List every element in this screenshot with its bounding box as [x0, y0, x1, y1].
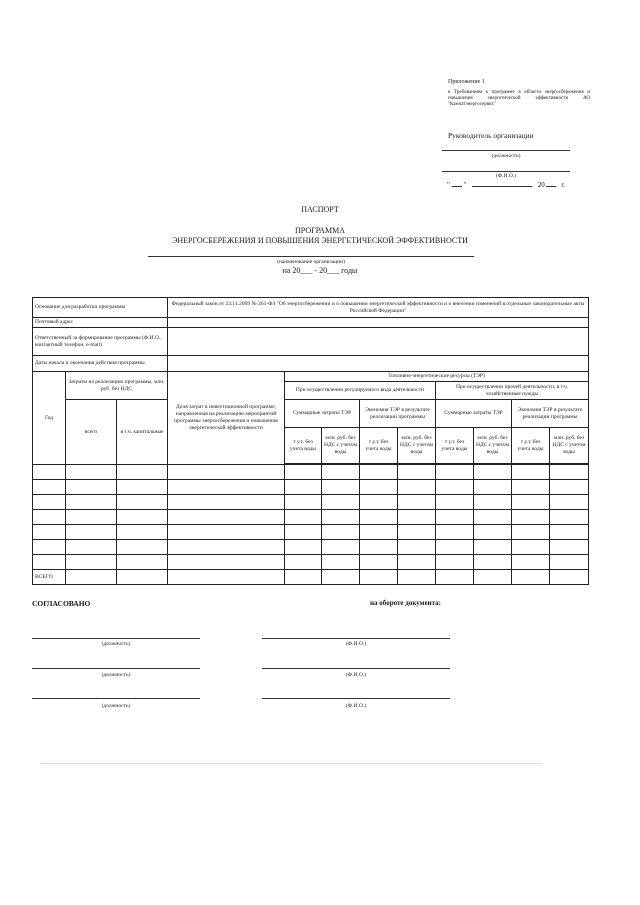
date-year-prefix: 20 — [537, 181, 545, 189]
info-label: Даты начала и окончания действия программы — [33, 356, 168, 372]
col-mln-header: млн. руб. без НДС с учетом воды — [474, 428, 512, 464]
date-quote-open: " — [447, 181, 450, 189]
approval-fio-line — [262, 668, 450, 669]
col-mln-header: млн. руб. без НДС с учетом воды — [322, 428, 360, 464]
position-line — [442, 150, 570, 151]
date-year-suffix: г. — [561, 181, 566, 189]
info-label: Основание для разработки программы — [33, 298, 168, 318]
info-value: Федеральный закон от 23.11.2009 № 261-ФЗ "Об энергосбережении и о повышении энергетической эффективности и о внесении изменений в отдельные законодательные акты Российской Федерации" — [168, 298, 589, 318]
info-row — [33, 298, 589, 318]
col-other-header: При осуществлении прочей деятельности, в т.ч. хозяйственные нужды — [436, 382, 589, 400]
col-savings-header: Экономия ТЭР в результате реализации программы — [512, 400, 589, 428]
table-row — [33, 480, 589, 495]
program-title: ПРОГРАММА — [295, 226, 345, 235]
col-savings-header: Экономия ТЭР в результате реализации программы — [360, 400, 436, 428]
date-quote-close: " — [463, 181, 467, 189]
approval-position-line — [32, 668, 200, 669]
totals-label: ВСЕГО — [33, 570, 66, 585]
col-mln-header: млн. руб. без НДС с учетом воды — [398, 428, 436, 464]
approval-fio-caption: (Ф.И.О.) — [345, 641, 367, 647]
info-label: Ответственный за формирование программы (Ф.И.О., контактный телефон, e-mail) — [33, 328, 168, 356]
approval-position-caption: (должность) — [101, 703, 131, 709]
info-value — [168, 318, 589, 328]
date-line — [447, 181, 577, 193]
info-value — [168, 328, 589, 356]
passport-table — [32, 297, 589, 585]
col-year-header: Год — [33, 372, 66, 465]
head-label: Руководитель организации — [448, 131, 534, 140]
org-name-line — [148, 256, 474, 257]
approval-position-caption: (должность) — [101, 672, 131, 678]
info-value — [168, 356, 589, 372]
date-day-blank — [452, 186, 462, 187]
col-tut-header: т у.т. без учета воды — [360, 428, 398, 464]
info-row — [33, 356, 589, 372]
col-sum-costs-header: Суммарные затраты ТЭР — [285, 400, 360, 428]
col-tut-header: т у.т. без учета воды — [436, 428, 474, 464]
reverse-label: на обороте документа: — [370, 599, 441, 607]
appendix-text: к Требованиям к программе в области энергосбережения и повышения энергетической эффективности АО "Камчатэнергосервис" — [448, 90, 590, 107]
totals-row — [33, 570, 589, 585]
approval-position-line — [32, 698, 200, 699]
col-capital-header: в т.ч. капитальные — [117, 400, 168, 465]
info-row — [33, 318, 589, 328]
col-mln-header: млн. руб. без НДС с учетом воды — [550, 428, 589, 464]
date-month-blank — [472, 186, 532, 187]
date-year-blank — [546, 186, 556, 187]
table-row — [33, 555, 589, 570]
position-caption: (должность) — [491, 153, 521, 159]
org-caption: (наименование организации) — [277, 259, 345, 265]
approval-fio-line — [262, 638, 450, 639]
col-costs-header: Затраты на реализацию программы, млн. руб. без НДС — [66, 372, 168, 400]
fio-caption: (Ф.И.О.) — [495, 173, 517, 179]
appendix-title: Приложение 1 — [448, 79, 485, 85]
table-row — [33, 540, 589, 555]
table-row — [33, 495, 589, 510]
agreed-label: СОГЛАСОВАНО — [32, 599, 91, 608]
table-row — [33, 510, 589, 525]
col-total-header: всего — [66, 400, 117, 465]
approval-fio-caption: (Ф.И.О.) — [345, 703, 367, 709]
info-row — [33, 328, 589, 356]
col-tut-header: т у.т. без учета воды — [512, 428, 550, 464]
fio-line — [442, 171, 570, 172]
program-subtitle: ЭНЕРГОСБЕРЕЖЕНИЯ И ПОВЫШЕНИЯ ЭНЕРГЕТИЧЕСКОЙ ЭФФЕКТИВНОСТИ — [172, 236, 468, 245]
program-period: на 20___ - 20___ годы — [282, 266, 358, 275]
passport-title: ПАСПОРТ — [301, 205, 339, 214]
col-ter-header: Топливно-энергетические ресурсы (ТЭР) — [285, 372, 589, 382]
approval-position-line — [32, 638, 200, 639]
approval-fio-caption: (Ф.И.О.) — [345, 672, 367, 678]
scan-artifact — [40, 763, 540, 764]
approval-position-caption: (должность) — [101, 641, 131, 647]
col-sum-costs-header: Суммарные затраты ТЭР — [436, 400, 512, 428]
approval-fio-line — [262, 698, 450, 699]
col-share-header: Доля затрат в инвестиционной программе, направленная на реализацию мероприятий программы энергосбережения и повышения энергетической эффективности — [168, 372, 285, 465]
col-regulated-header: При осуществлении регулируемого вида деятельности — [285, 382, 436, 400]
info-label: Почтовый адрес — [33, 318, 168, 328]
col-tut-header: т у.т. без учета воды — [285, 428, 322, 464]
table-row — [33, 465, 589, 480]
table-row — [33, 525, 589, 540]
